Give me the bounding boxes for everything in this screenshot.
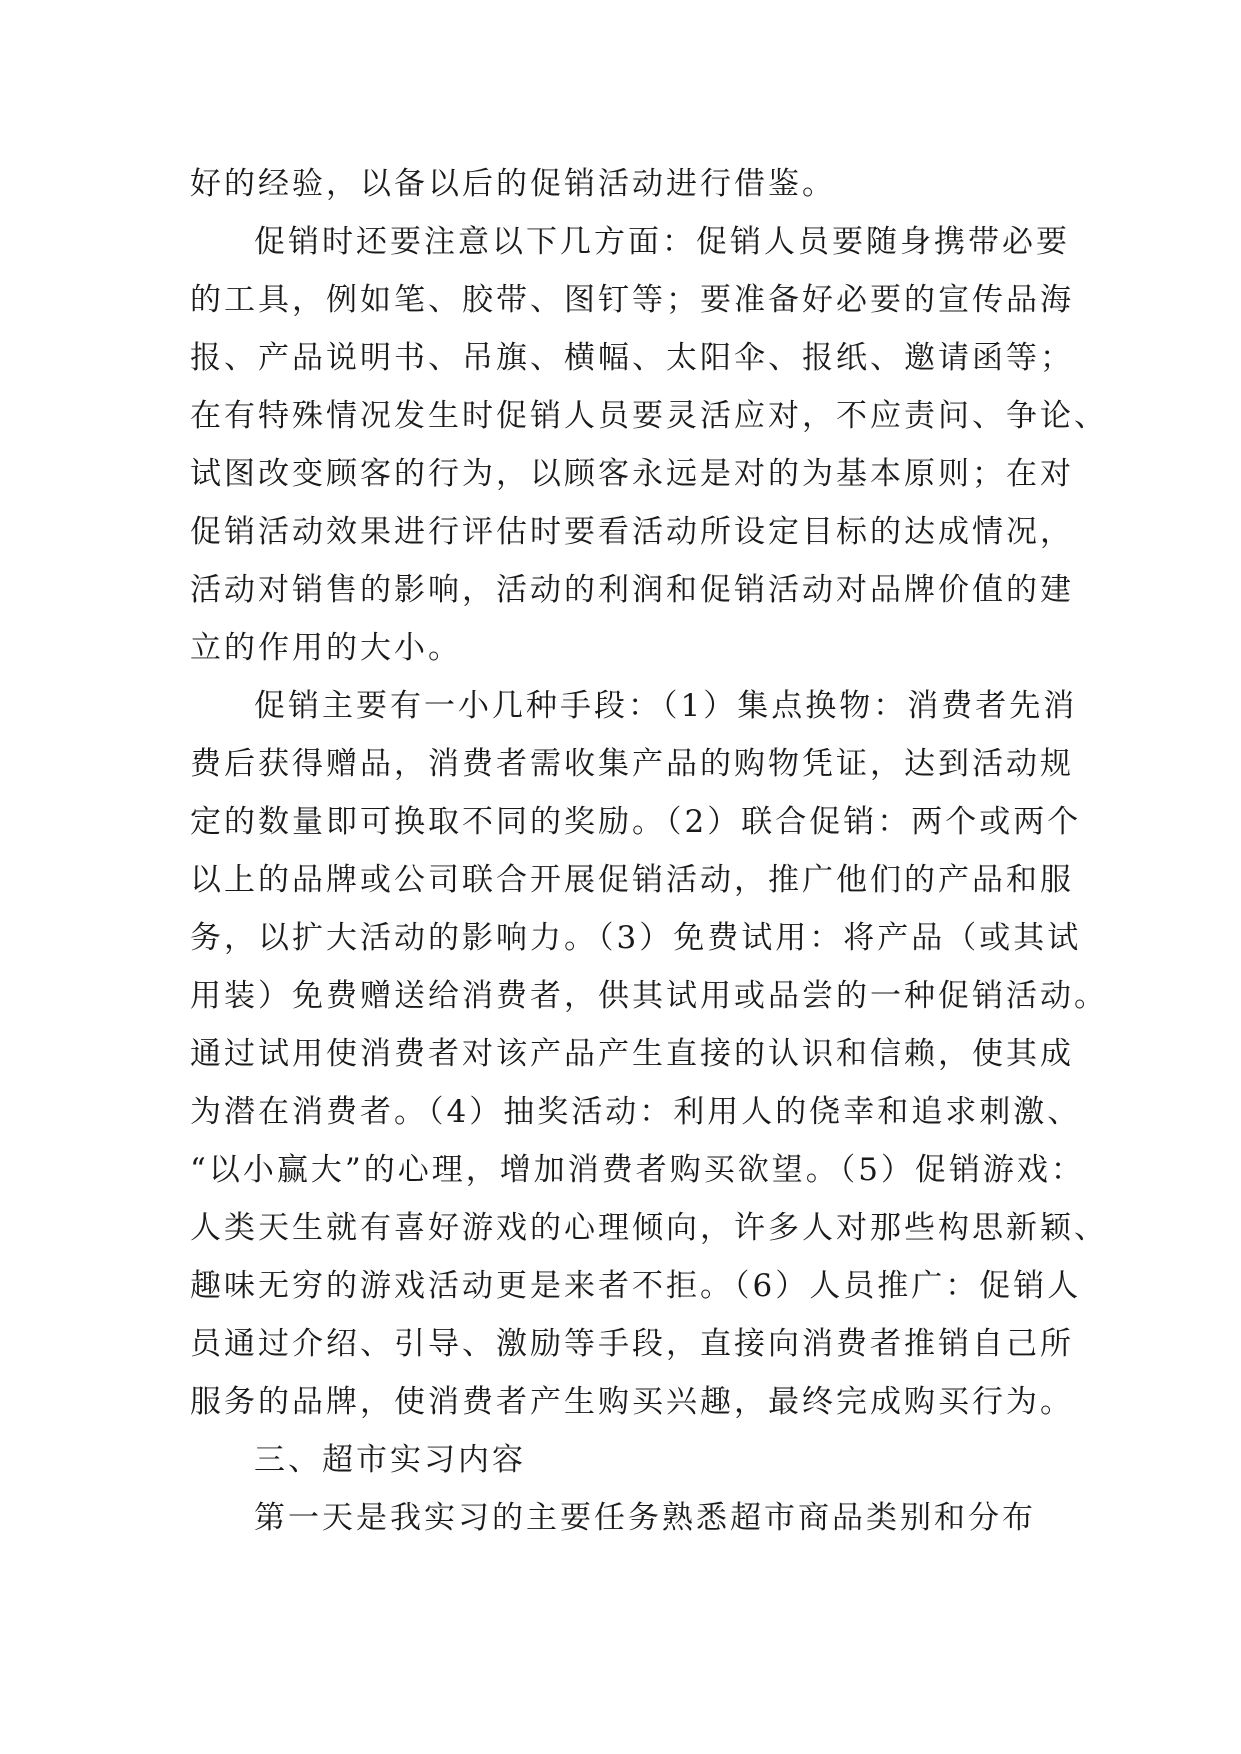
text-line: 趣味无穷的游戏活动更是来者不拒。（6）人员推广：促销人 [190, 1268, 1082, 1304]
paragraph-experience-continuation [190, 155, 1070, 213]
text-line: 服务的品牌，使消费者产生购买兴趣，最终完成购买行为。 [190, 1384, 1074, 1420]
paragraph-promotion-methods [190, 677, 1108, 1431]
document-body [190, 155, 1108, 1547]
text-line: 促销时还要注意以下几方面：促销人员要随身携带必要 [254, 224, 1070, 260]
text-line: 以上的品牌或公司联合开展促销活动，推广他们的产品和服 [190, 862, 1074, 898]
text-line: 员通过介绍、引导、激励等手段，直接向消费者推销自己所 [190, 1326, 1074, 1362]
paragraph-first-day [190, 1489, 1070, 1547]
text-line: 试图改变顾客的行为，以顾客永远是对的为基本原则；在对 [190, 456, 1074, 492]
text-line: “以小赢大”的心理，增加消费者购买欲望。（5）促销游戏： [190, 1152, 1085, 1188]
text-line: 在有特殊情况发生时促销人员要灵活应对，不应责问、争论、 [190, 398, 1108, 434]
text-line: 第一天是我实习的主要任务熟悉超市商品类别和分布 [254, 1500, 1036, 1536]
text-line: 立的作用的大小。 [190, 630, 462, 666]
text-line: 促销主要有一小几种手段：（1）集点换物：消费者先消 [254, 688, 1078, 724]
section-heading-internship-content [190, 1431, 1070, 1489]
text-line: 用装）免费赠送给消费者，供其试用或品尝的一种促销活动。 [190, 978, 1108, 1014]
text-line: 定的数量即可换取不同的奖励。（2）联合促销：两个或两个 [190, 804, 1082, 840]
text-line: 的工具，例如笔、胶带、图钉等；要准备好必要的宣传品海 [190, 282, 1074, 318]
paragraph-promotion-notes [190, 213, 1108, 677]
text-line: 为潜在消费者。（4）抽奖活动：利用人的侥幸和追求刺激、 [190, 1094, 1082, 1130]
text-line: 活动对销售的影响，活动的利润和促销活动对品牌价值的建 [190, 572, 1074, 608]
text-line: 费后获得赠品，消费者需收集产品的购物凭证，达到活动规 [190, 746, 1074, 782]
text-line: 报、产品说明书、吊旗、横幅、太阳伞、报纸、邀请函等； [190, 340, 1074, 376]
section-heading: 三、超市实习内容 [254, 1442, 526, 1478]
text-line: 人类天生就有喜好游戏的心理倾向，许多人对那些构思新颖、 [190, 1210, 1108, 1246]
text-line: 促销活动效果进行评估时要看活动所设定目标的达成情况， [190, 514, 1074, 550]
text-line: 好的经验，以备以后的促销活动进行借鉴。 [190, 166, 836, 202]
text-line: 通过试用使消费者对该产品产生直接的认识和信赖，使其成 [190, 1036, 1074, 1072]
text-line: 务，以扩大活动的影响力。（3）免费试用：将产品（或其试 [190, 920, 1082, 956]
